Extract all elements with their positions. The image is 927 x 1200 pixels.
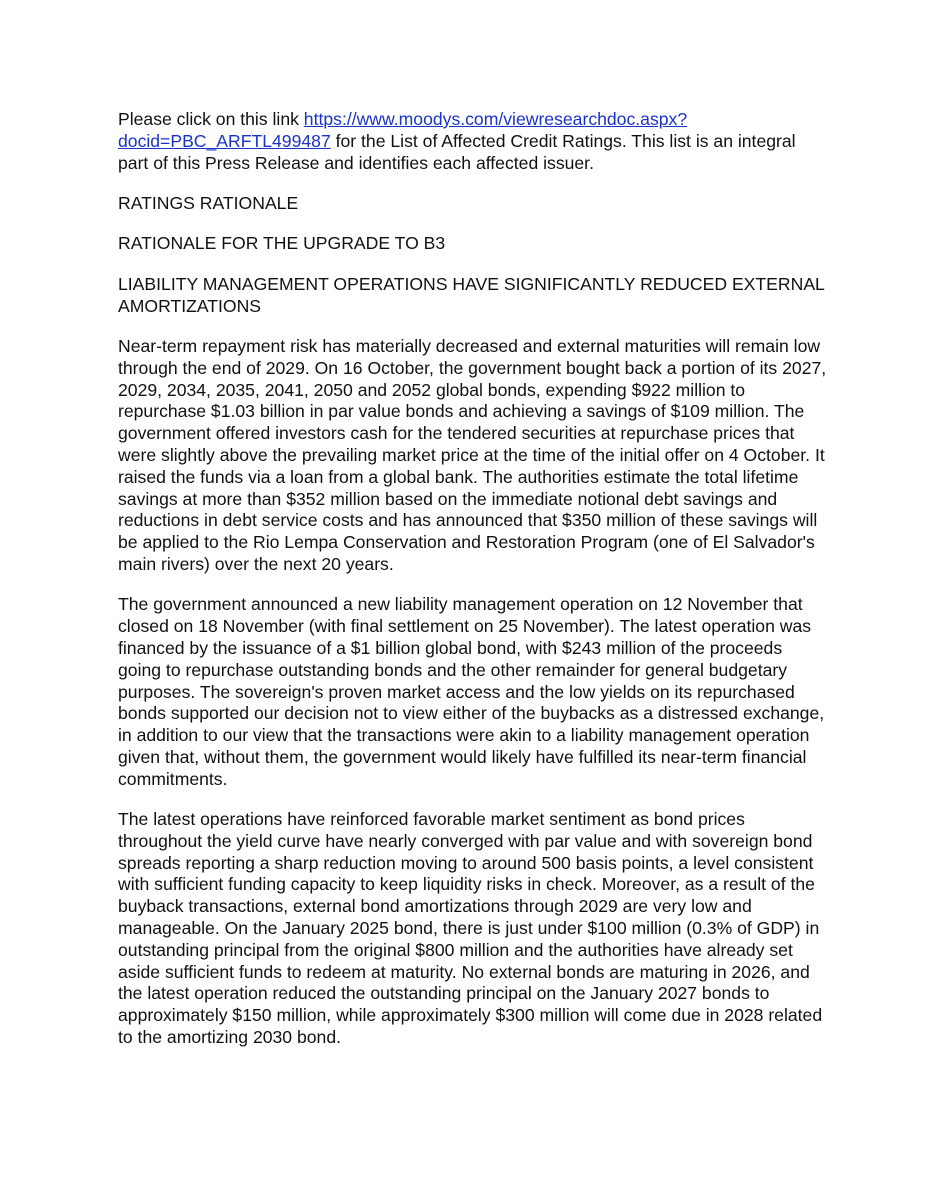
intro-suffix: for the List of Affected Credit Ratings. This list is an integral part of this Press Release and identifies each affected issuer. bbox=[118, 130, 796, 173]
heading-ratings-rationale: RATINGS RATIONALE bbox=[118, 192, 299, 213]
affected-ratings-link[interactable]: https://www.moodys.com/viewresearchdoc.aspx?docid=PBC_ARFTL499487 bbox=[118, 109, 688, 151]
body-paragraph-new-operation: The government announced a new liability management operation on 12 November that closed on 18 November (with final settlement on 25 November). The latest operation was financed by the issuance of a $1 billion global bond, with $243 million of the proceeds going to repurchase outstanding bonds and the other remainder for general budgetary purposes. The sovereign's proven market access and the low yields on its repurchased bonds supported our decision not to view either of the buybacks as a distressed exchange, in addition to our view that the transactions were akin to a liability management operation given that, without them, the government would likely have fulfilled its near-term financial commitments. bbox=[118, 594, 825, 789]
heading-upgrade-rationale: RATIONALE FOR THE UPGRADE TO B3 bbox=[118, 233, 446, 254]
body-paragraph-market-sentiment: The latest operations have reinforced favorable market sentiment as bond prices throughout the yield curve have nearly converged with par value and with sovereign bond spreads reporting a sharp reduction moving to around 500 basis points, a level consistent with sufficient funding capacity to keep liquidity risks in check. Moreover, as a result of the buyback transactions, external bond amortizations through 2029 are very low and manageable. On the January 2025 bond, there is just under $100 million (0.3% of GDP) in outstanding principal from the original $800 million and the authorities have already set aside sufficient funds to redeem at maturity. No external bonds are maturing in 2026, and the latest operation reduced the outstanding principal on the January 2027 bonds to approximately $150 million, while approximately $300 million will come due in 2028 related to the amortizing 2030 bond. bbox=[118, 809, 823, 1048]
body-paragraph-repayment-risk: Near-term repayment risk has materially decreased and external maturities will remain low through the end of 2029. On 16 October, the government bought back a portion of its 2027, 2029, 2034, 2035, 2041, 2050 and 2052 global bonds, expending $922 million to repurchase $1.03 billion in par value bonds and achieving a savings of $109 million. The government offered investors cash for the tendered securities at repurchase prices that were slightly above the prevailing market price at the time of the initial offer on 4 October. It raised the funds via a loan from a global bank. The authorities estimate the total lifetime savings at more than $352 million based on the immediate notional debt savings and reductions in debt service costs and has announced that $350 million of these savings will be applied to the Rio Lempa Conservation and Restoration Program (one of El Salvador's main rivers) over the next 20 years. bbox=[118, 335, 827, 574]
intro-prefix: Please click on this link bbox=[118, 109, 304, 129]
intro-paragraph bbox=[118, 109, 827, 174]
heading-liability-management: LIABILITY MANAGEMENT OPERATIONS HAVE SIGNIFICANTLY REDUCED EXTERNAL AMORTIZATIONS bbox=[118, 273, 825, 316]
